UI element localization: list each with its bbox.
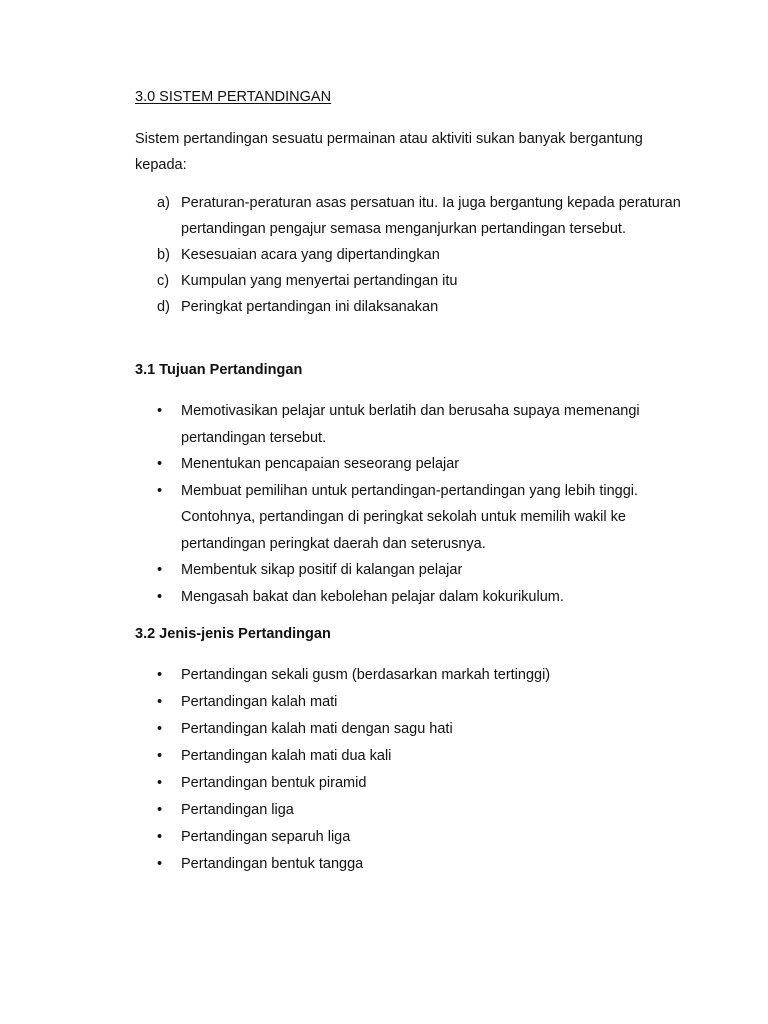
bullet-icon: • <box>157 667 163 683</box>
bullet-icon: • <box>157 856 163 872</box>
list-item <box>135 662 695 689</box>
list-item <box>135 743 695 770</box>
list-item <box>135 268 695 294</box>
list-marker: b) <box>157 247 170 263</box>
list-item-text: Pertandingan sekali gusm (berdasarkan markah tertinggi) <box>181 667 551 683</box>
list-item-text: Peraturan-peraturan asas persatuan itu. Ia juga bergantung kepada peraturan pertandingan pengajur semasa menganjurkan pertandingan tersebut. <box>181 195 681 237</box>
bullet-icon: • <box>157 403 163 419</box>
bullet-icon: • <box>157 694 163 710</box>
list-item <box>135 451 695 478</box>
subsection-heading-objectives: 3.1 Tujuan Pertandingan <box>135 362 303 378</box>
bullet-icon: • <box>157 482 163 499</box>
bullet-icon: • <box>157 588 163 605</box>
list-item-text: Pertandingan kalah mati dua kali <box>181 748 392 764</box>
list-item <box>135 716 695 743</box>
list-item <box>135 824 695 851</box>
list-item-text: Menentukan pencapaian seseorang pelajar <box>181 456 460 472</box>
bullet-icon: • <box>157 721 163 737</box>
list-item-text: Pertandingan separuh liga <box>181 829 351 845</box>
list-item <box>135 190 695 242</box>
bullet-icon: • <box>157 562 163 578</box>
list-marker: a) <box>157 195 170 211</box>
list-item-text: Pertandingan liga <box>181 802 294 818</box>
subsection-heading-types: 3.2 Jenis-jenis Pertandingan <box>135 626 331 642</box>
list-item-text: Kesesuaian acara yang dipertandingkan <box>181 247 440 263</box>
bullet-icon: • <box>157 802 163 818</box>
list-item-text: Pertandingan bentuk tangga <box>181 856 364 872</box>
list-item-text: Kumpulan yang menyertai pertandingan itu <box>181 273 458 289</box>
list-item <box>135 584 695 611</box>
objectives-list <box>135 398 695 610</box>
list-item-text: Memotivasikan pelajar untuk berlatih dan berusaha supaya memenangi pertandingan tersebut. <box>181 403 640 446</box>
bullet-icon: • <box>157 775 163 791</box>
list-item-text: Membentuk sikap positif di kalangan pelajar <box>181 562 463 578</box>
section-title: 3.0 SISTEM PERTANDINGAN <box>135 89 332 105</box>
list-marker: d) <box>157 299 170 315</box>
list-item <box>135 557 695 584</box>
factors-list <box>135 190 695 320</box>
list-item <box>135 294 695 320</box>
intro-paragraph: Sistem pertandingan sesuatu permainan atau aktiviti sukan banyak bergantung kepada: <box>135 131 643 173</box>
list-marker: c) <box>157 273 170 289</box>
types-list <box>135 662 695 878</box>
list-item-text: Pertandingan bentuk piramid <box>181 775 367 791</box>
list-item-text: Pertandingan kalah mati <box>181 694 338 710</box>
list-item <box>135 478 695 558</box>
list-item-text: Mengasah bakat dan kebolehan pelajar dalam kokurikulum. <box>181 588 564 605</box>
list-item <box>135 797 695 824</box>
list-item-text: Pertandingan kalah mati dengan sagu hati <box>181 721 453 737</box>
bullet-icon: • <box>157 829 163 845</box>
bullet-icon: • <box>157 748 163 764</box>
list-item <box>135 242 695 268</box>
list-item <box>135 770 695 797</box>
list-item <box>135 689 695 716</box>
list-item-text: Peringkat pertandingan ini dilaksanakan <box>181 299 439 315</box>
bullet-icon: • <box>157 456 163 472</box>
list-item-text: Membuat pemilihan untuk pertandingan-pertandingan yang lebih tinggi. Contohnya, pertandingan di peringkat sekolah untuk memilih wakil ke pertandingan peringkat daerah dan seterusnya. <box>181 482 639 552</box>
list-item <box>135 851 695 878</box>
list-item <box>135 398 695 451</box>
